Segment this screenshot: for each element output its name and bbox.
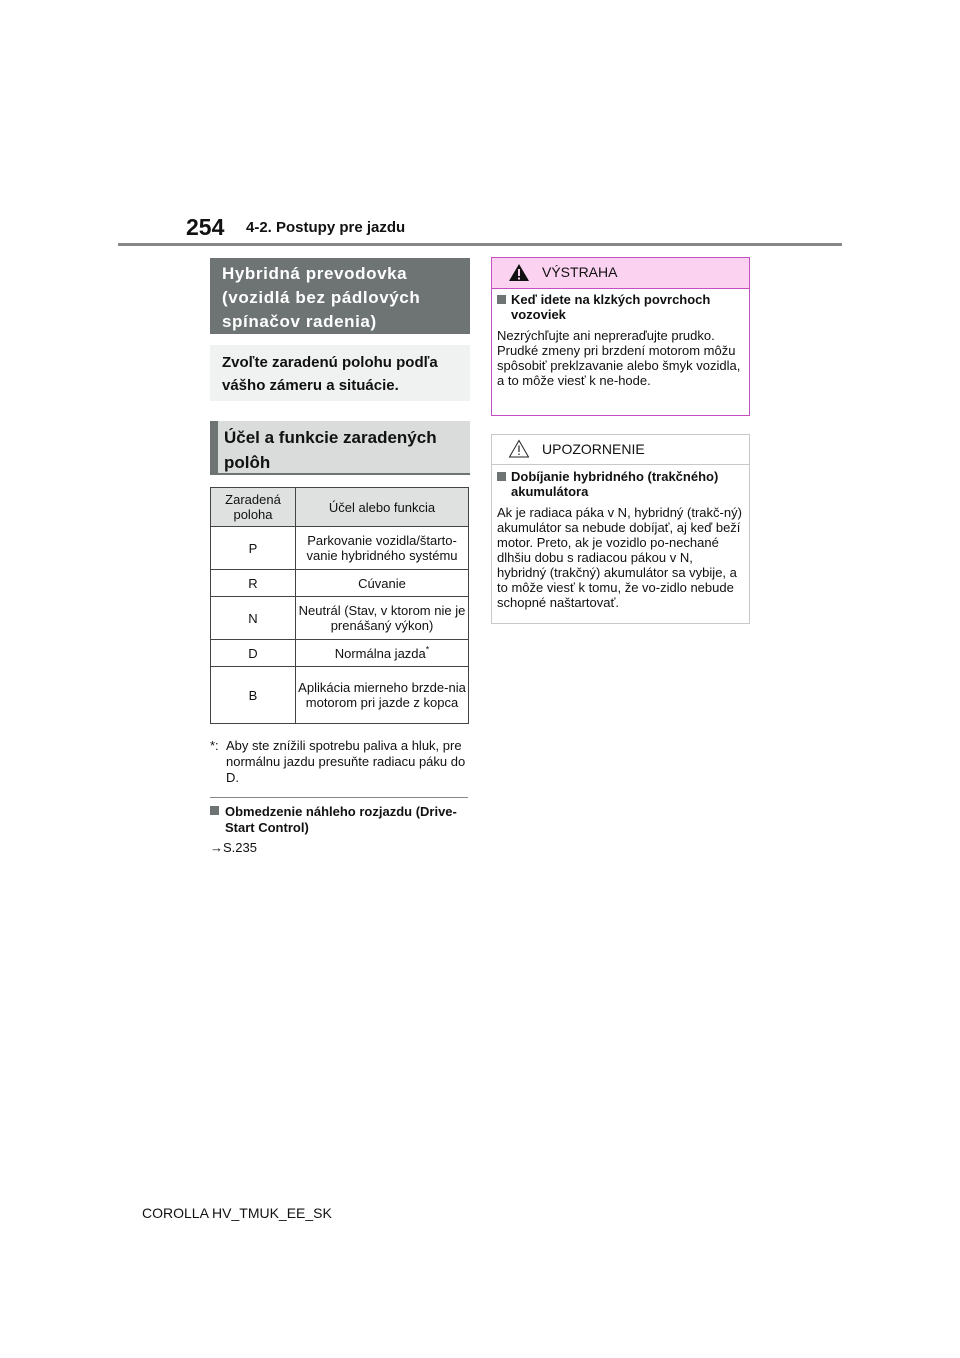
gear-function (296, 640, 469, 667)
square-bullet-icon (497, 472, 506, 481)
drive-start-heading-text: Obmedzenie náhleho rozjazdu (Drive-Start Control) (225, 804, 457, 835)
footnote-marker: * (425, 644, 430, 655)
gear-position: B (211, 667, 296, 724)
caution-label: UPOZORNENIE (542, 441, 645, 457)
sub-heading: Účel a funkcie zaradených polôh (210, 421, 470, 475)
gear-position: R (211, 570, 296, 597)
warning-item-heading (497, 292, 745, 322)
warning-label: VÝSTRAHA (542, 264, 618, 280)
warning-triangle-icon (508, 263, 530, 282)
warning-box (491, 257, 750, 416)
gear-function: Neutrál (Stav, v ktorom nie je prenášaný výkon) (296, 597, 469, 640)
warning-body (497, 292, 745, 388)
main-heading: Hybridná prevodovka (vozidlá bez pádlových spínačov radenia) (210, 258, 470, 334)
caution-body (497, 469, 745, 610)
table-row (211, 597, 469, 640)
square-bullet-icon (210, 806, 219, 815)
gear-positions-table (210, 487, 469, 724)
warning-header (492, 258, 749, 289)
gear-position: N (211, 597, 296, 640)
page-reference: →S.235 (210, 840, 257, 855)
section-title: 4-2. Postupy pre jazdu (246, 219, 406, 236)
table-row (211, 527, 469, 570)
caution-item-heading (497, 469, 745, 499)
caution-text: Ak je radiaca páka v N, hybridný (trakč-ný) akumulátor sa nebude dobíjať, aj keď beží motor. Preto, ak je vozidlo po-nechané dlhšiu dobu s radiacou pákou v N, hybridný (trakčný) akumulátor sa vybije, a to môže viesť k tomu, že vo-zidlo nebude schopné naštartovať. (497, 505, 742, 610)
drive-start-heading (210, 804, 468, 835)
warning-text: Nezrýchľujte ani nepreraďujte prudko. Prudké zmeny pri brzdení motorom môžu spôsobiť preklzavanie alebo šmyk vozidla, a to môže viesť k ne-hode. (497, 328, 741, 388)
caution-box (491, 434, 750, 624)
square-bullet-icon (497, 295, 506, 304)
page-number: 254 (186, 214, 225, 240)
caution-item-heading-text: Dobíjanie hybridného (trakčného) akumulátora (511, 469, 719, 499)
table-header-position: Zaradená poloha (211, 488, 296, 527)
table-row (211, 667, 469, 724)
gear-function-text: Normálna jazda (334, 645, 426, 661)
footnote-text: Aby ste znížili spotrebu paliva a hluk, pre normálnu jazdu presuňte radiacu páku do D. (226, 738, 466, 785)
table-row (211, 570, 469, 597)
footer-model-code: COROLLA HV_TMUK_EE_SK (142, 1205, 332, 1221)
caution-triangle-icon (508, 439, 530, 458)
gear-function: Parkovanie vozidla/štarto-vanie hybridného systému (296, 527, 469, 570)
intro-text: Zvoľte zaradenú polohu podľa vášho zámeru a situácie. (210, 345, 470, 401)
footnote-mark: *: (210, 738, 219, 753)
table-header-function: Účel alebo funkcia (296, 488, 469, 527)
header-divider (118, 243, 842, 246)
gear-function: Aplikácia mierneho brzde-nia motorom pri jazde z kopca (296, 667, 469, 724)
section-divider (210, 797, 468, 798)
gear-position: D (211, 640, 296, 667)
gear-position: P (211, 527, 296, 570)
caution-header (492, 435, 749, 465)
table-row (211, 640, 469, 667)
warning-item-heading-text: Keď idete na klzkých povrchoch vozoviek (511, 292, 711, 322)
table-footnote (210, 738, 468, 786)
gear-function: Cúvanie (296, 570, 469, 597)
